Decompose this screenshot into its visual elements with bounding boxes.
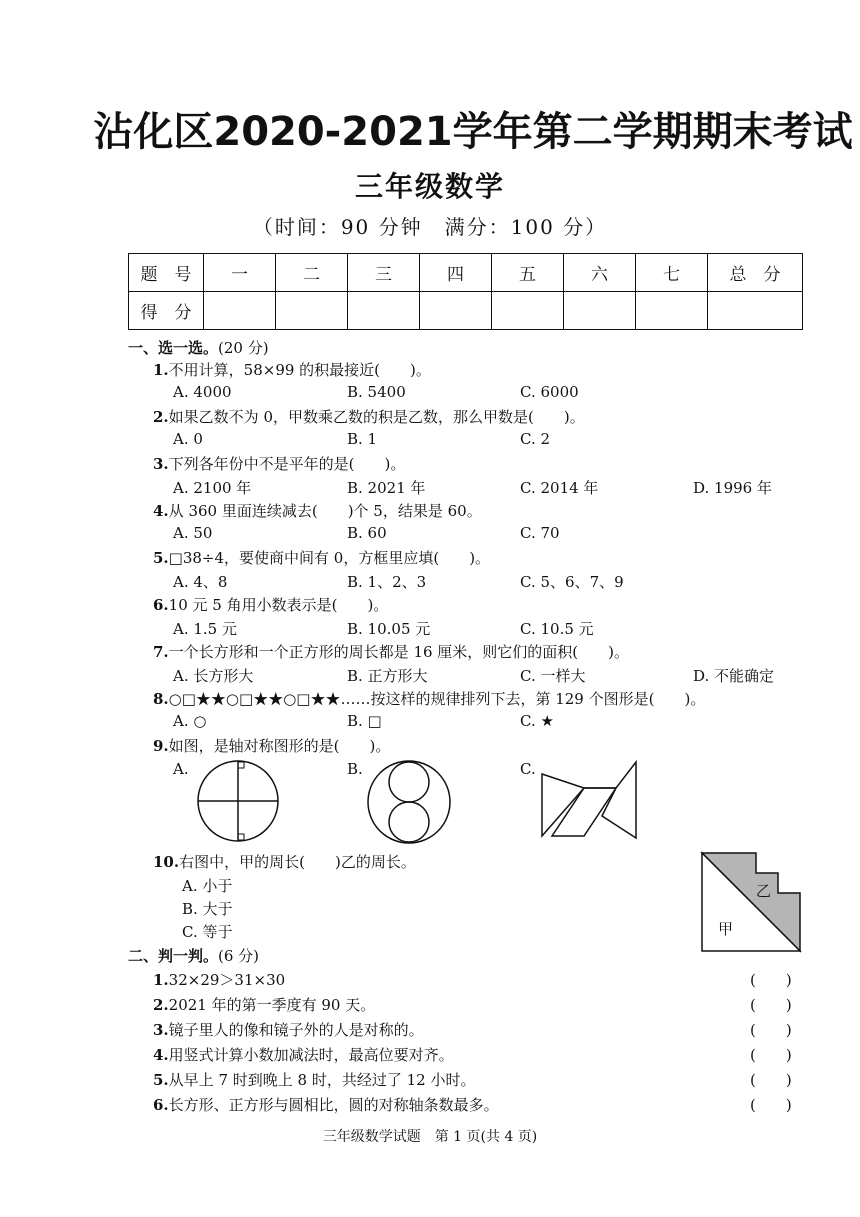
option[interactable]: B. [347, 760, 363, 778]
option[interactable]: C. 6000 [520, 383, 579, 401]
question-3: 3.下列各年份中不是平年的是( )。 [153, 455, 406, 473]
question-8: 8.○□★★○□★★○□★★……按这样的规律排列下去，第 129 个图形是( )。 [153, 690, 706, 708]
option[interactable]: A. 长方形大 [173, 667, 254, 685]
score-cell: 二 [276, 254, 348, 292]
score-table [128, 253, 803, 330]
page-footer: 三年级数学试题 第 1 页(共 4 页) [322, 1129, 538, 1145]
option[interactable]: A. 4000 [173, 383, 232, 401]
option[interactable]: D. 不能确定 [693, 667, 775, 685]
option[interactable]: A. 小于 [182, 877, 233, 895]
option[interactable]: A. 0 [173, 430, 203, 448]
option[interactable]: C. 2014 年 [520, 479, 599, 497]
question-1: 1.不用计算，58×99 的积最接近( )。 [153, 361, 431, 379]
exam-subtitle: 三年级数学 [354, 170, 505, 203]
option[interactable]: A. 2100 年 [173, 479, 252, 497]
option[interactable]: C. 一样大 [520, 667, 586, 685]
score-input-cell[interactable] [636, 292, 708, 330]
figure-q10-staircase [700, 851, 804, 953]
section2-points: (6 分) [218, 947, 260, 965]
answer-paren[interactable]: ( ) [750, 1046, 792, 1064]
answer-paren[interactable]: ( ) [750, 1071, 792, 1089]
score-cell: 一 [204, 254, 276, 292]
option[interactable]: A. 4、8 [173, 573, 228, 591]
question-7: 7.一个长方形和一个正方形的周长都是 16 厘米，则它们的面积( )。 [153, 643, 630, 661]
exam-title: 沾化区2020-2021学年第二学期期末考试 [93, 109, 853, 155]
section2-title: 二、判一判。 [128, 947, 219, 965]
section2-heading [128, 945, 259, 966]
answer-paren[interactable]: ( ) [750, 971, 792, 989]
answer-paren[interactable]: ( ) [750, 1096, 792, 1114]
score-cell: 四 [420, 254, 492, 292]
score-table-score-row [129, 292, 803, 330]
option[interactable]: C. 2 [520, 430, 551, 448]
answer-paren[interactable]: ( ) [750, 1021, 792, 1039]
option[interactable]: B. 1、2、3 [347, 573, 427, 591]
score-cell: 五 [492, 254, 564, 292]
answer-paren[interactable]: ( ) [750, 996, 792, 1014]
option[interactable]: B. 10.05 元 [347, 620, 431, 638]
option[interactable]: C. 等于 [182, 923, 233, 941]
option[interactable]: B. 2021 年 [347, 479, 426, 497]
question-2: 2.如果乙数不为 0，甲数乘乙数的积是乙数，那么甲数是( )。 [153, 408, 585, 426]
score-input-cell[interactable] [348, 292, 420, 330]
score-row-label: 得 分 [129, 292, 204, 330]
section1-points: (20 分) [218, 339, 269, 357]
option[interactable]: B. 60 [347, 524, 387, 542]
option[interactable]: D. 1996 年 [693, 479, 772, 497]
score-input-cell[interactable] [564, 292, 636, 330]
option[interactable]: C. 5、6、7、9 [520, 573, 624, 591]
section1-heading [128, 337, 269, 358]
score-input-cell[interactable] [276, 292, 348, 330]
score-table-header-row [129, 254, 803, 292]
score-input-cell[interactable] [492, 292, 564, 330]
score-cell: 六 [564, 254, 636, 292]
option[interactable]: B. 1 [347, 430, 378, 448]
figure-a-circle-cross [192, 760, 284, 842]
option[interactable]: C. 70 [520, 524, 560, 542]
judge-question-6: 6.长方形、正方形与圆相比，圆的对称轴条数最多。 [153, 1096, 499, 1114]
option[interactable]: A. [173, 760, 189, 778]
figure-b-circle-eight [365, 760, 453, 844]
option[interactable]: C. 10.5 元 [520, 620, 594, 638]
question-4: 4.从 360 里面连续减去( )个 5，结果是 60。 [153, 502, 482, 520]
question-6: 6.10 元 5 角用小数表示是( )。 [153, 596, 389, 614]
figure-label-jia: 甲 [718, 920, 734, 938]
score-cell: 三 [348, 254, 420, 292]
question-5: 5.□38÷4，要使商中间有 0，方框里应填( )。 [153, 549, 491, 567]
option[interactable]: A. ○ [173, 712, 207, 730]
score-cell-label: 题 号 [129, 254, 204, 292]
score-input-cell[interactable] [420, 292, 492, 330]
score-cell-total: 总 分 [708, 254, 803, 292]
question-10: 10.右图中，甲的周长( )乙的周长。 [153, 853, 416, 871]
judge-question-2: 2.2021 年的第一季度有 90 天。 [153, 996, 376, 1014]
judge-question-5: 5.从早上 7 时到晚上 8 时，共经过了 12 小时。 [153, 1071, 476, 1089]
question-9: 9.如图，是轴对称图形的是( )。 [153, 737, 391, 755]
option[interactable]: C. [520, 760, 536, 778]
option[interactable]: A. 50 [173, 524, 213, 542]
figure-label-yi: 乙 [756, 882, 772, 900]
figure-c-triangles [538, 760, 642, 840]
option[interactable]: C. ★ [520, 712, 554, 730]
score-cell: 七 [636, 254, 708, 292]
option[interactable]: B. 大于 [182, 900, 233, 918]
option[interactable]: B. 5400 [347, 383, 406, 401]
score-input-cell[interactable] [708, 292, 803, 330]
section1-title: 一、选一选。 [128, 339, 219, 357]
option[interactable]: B. 正方形大 [347, 667, 428, 685]
option[interactable]: B. □ [347, 712, 382, 730]
score-input-cell[interactable] [204, 292, 276, 330]
option[interactable]: A. 1.5 元 [173, 620, 237, 638]
exam-info: （时间：90 分钟 满分：100 分） [252, 215, 608, 239]
judge-question-3: 3.镜子里人的像和镜子外的人是对称的。 [153, 1021, 424, 1039]
judge-question-4: 4.用竖式计算小数加减法时，最高位要对齐。 [153, 1046, 454, 1064]
judge-question-1: 1.32×29＞31×30 [153, 971, 286, 989]
